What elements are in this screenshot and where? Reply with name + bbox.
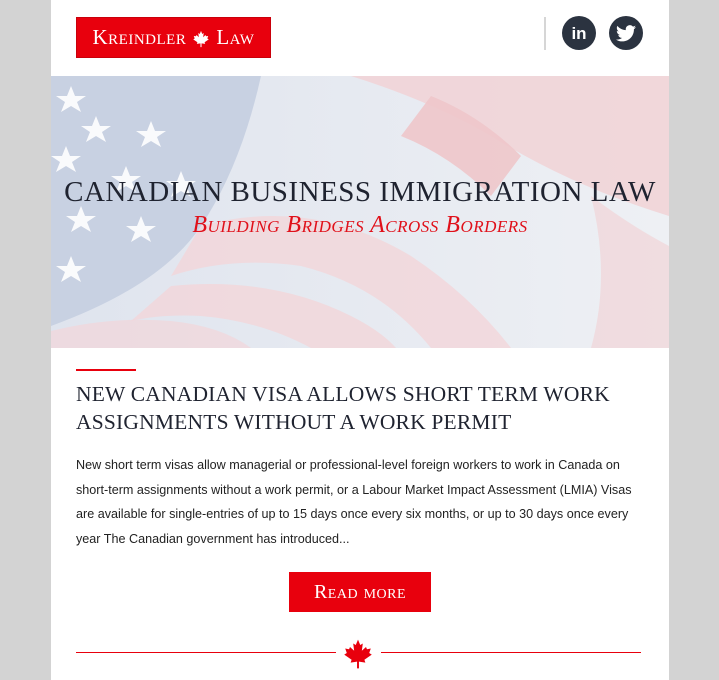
banner-title: CANADIAN BUSINESS IMMIGRATION LAW <box>64 176 656 208</box>
logo-text-left: Kreindler <box>92 25 187 49</box>
logo-text-right: Law <box>216 25 255 49</box>
maple-leaf-divider-icon <box>338 634 378 674</box>
banner-subtitle: Building Bridges Across Borders <box>192 212 528 238</box>
maple-leaf-icon <box>192 29 210 47</box>
header-divider <box>544 17 546 50</box>
hero-banner <box>51 76 669 348</box>
footer-divider-right <box>381 652 641 653</box>
read-more-button[interactable]: Read more <box>289 572 431 612</box>
article-excerpt: New short term visas allow managerial or professional-level foreign workers to work in Canada on short-term assignments without a work permit, or a Labour Market Impact Assessment (LMIA) Visas are available for single-entries of up to 15 days once every six months, or up to 30 days once every year The Canadian government has introduced... <box>76 458 632 546</box>
twitter-icon <box>616 25 636 42</box>
article-title[interactable]: NEW CANADIAN VISA ALLOWS SHORT TERM WORK ASSIGNMENTS WITHOUT A WORK PERMIT <box>76 382 610 434</box>
kreindler-law-logo[interactable] <box>76 17 271 58</box>
linkedin-button[interactable] <box>562 16 596 50</box>
accent-divider <box>76 369 136 371</box>
header <box>51 0 669 76</box>
footer-divider-left <box>76 652 336 653</box>
newsletter-card <box>51 0 669 680</box>
linkedin-icon: in <box>571 23 587 43</box>
twitter-button[interactable] <box>609 16 643 50</box>
